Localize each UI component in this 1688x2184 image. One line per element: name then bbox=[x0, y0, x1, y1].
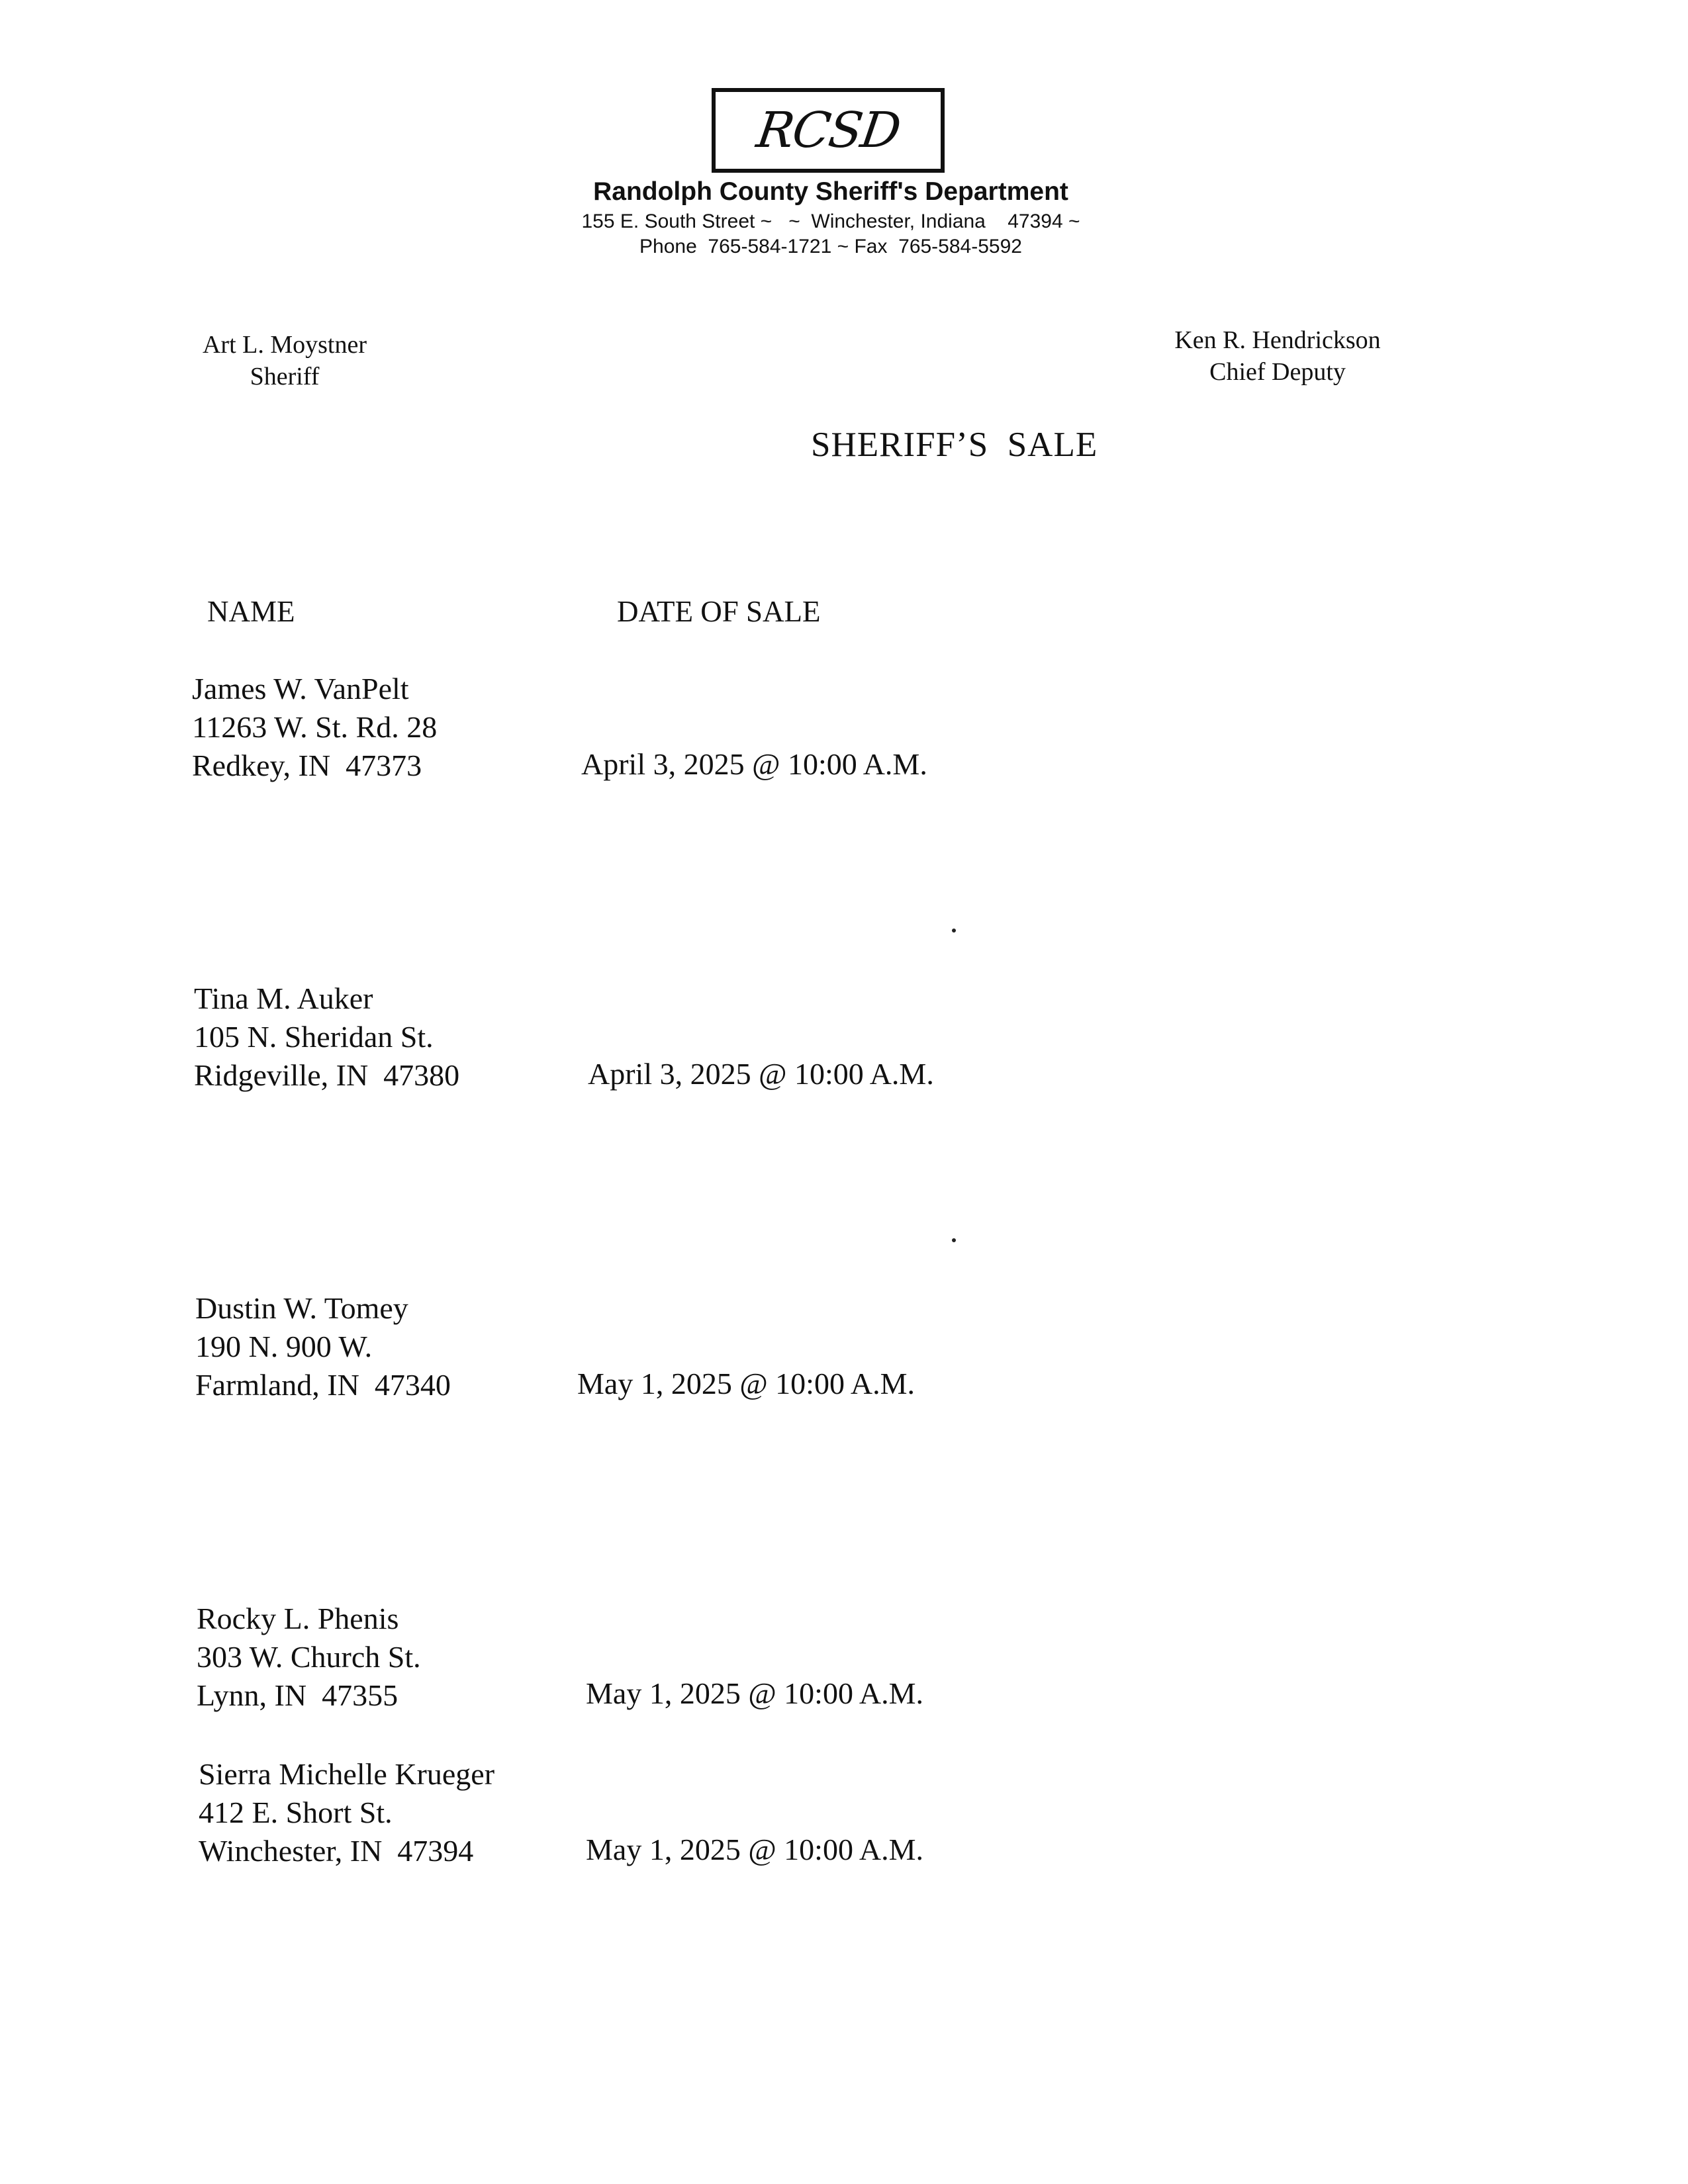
entry-city: Redkey, IN 47373 bbox=[192, 749, 422, 782]
entry-city: Farmland, IN 47340 bbox=[195, 1368, 451, 1402]
entry-street: 190 N. 900 W. bbox=[195, 1330, 373, 1363]
entry-name: Sierra Michelle Krueger bbox=[199, 1757, 495, 1791]
entry-sale-date: May 1, 2025 @ 10:00 A.M. bbox=[586, 1676, 924, 1710]
sale-entry bbox=[199, 1755, 494, 1870]
chief-deputy-title: Chief Deputy bbox=[1209, 358, 1346, 386]
entry-sale-date: April 3, 2025 @ 10:00 A.M. bbox=[581, 747, 927, 781]
department-address: 155 E. South Street ~ ~ Winchester, Indiana 47394 ~ bbox=[581, 210, 1080, 232]
scan-speck bbox=[952, 929, 956, 933]
department-contact: Phone 765-584-1721 ~ Fax 765-584-5592 bbox=[639, 236, 1022, 257]
chief-deputy-block bbox=[1139, 324, 1417, 388]
rcsd-logo bbox=[712, 88, 945, 173]
sheriff-title: Sheriff bbox=[250, 363, 320, 390]
entry-street: 303 W. Church St. bbox=[197, 1640, 421, 1674]
logo-text: RCSD bbox=[753, 102, 904, 159]
department-name: Randolph County Sheriff's Department bbox=[593, 177, 1068, 206]
entry-city: Lynn, IN 47355 bbox=[197, 1678, 399, 1712]
sale-entry bbox=[195, 1289, 451, 1404]
column-header-name: NAME bbox=[207, 595, 295, 628]
sheriff-name: Art L. Moystner bbox=[202, 331, 367, 359]
entry-sale-date: May 1, 2025 @ 10:00 A.M. bbox=[586, 1833, 924, 1866]
entry-name: Rocky L. Phenis bbox=[197, 1602, 399, 1635]
entry-street: 412 E. Short St. bbox=[199, 1796, 393, 1829]
sale-entry bbox=[194, 979, 459, 1095]
sale-entry bbox=[192, 670, 437, 785]
sheriff-block bbox=[185, 329, 384, 392]
document-title: SHERIFF’S SALE bbox=[811, 426, 1098, 464]
scan-speck bbox=[952, 1238, 956, 1242]
entry-sale-date: April 3, 2025 @ 10:00 A.M. bbox=[588, 1057, 934, 1091]
entry-city: Winchester, IN 47394 bbox=[199, 1834, 474, 1868]
entry-name: Dustin W. Tomey bbox=[195, 1291, 408, 1325]
entry-street: 11263 W. St. Rd. 28 bbox=[192, 710, 438, 744]
entry-name: Tina M. Auker bbox=[194, 981, 373, 1015]
entry-city: Ridgeville, IN 47380 bbox=[194, 1058, 460, 1092]
column-header-date: DATE OF SALE bbox=[617, 595, 821, 628]
chief-deputy-name: Ken R. Hendrickson bbox=[1174, 326, 1381, 354]
entry-name: James W. VanPelt bbox=[192, 672, 409, 705]
entry-street: 105 N. Sheridan St. bbox=[194, 1020, 434, 1054]
entry-sale-date: May 1, 2025 @ 10:00 A.M. bbox=[577, 1367, 915, 1400]
sale-entry bbox=[197, 1600, 421, 1715]
